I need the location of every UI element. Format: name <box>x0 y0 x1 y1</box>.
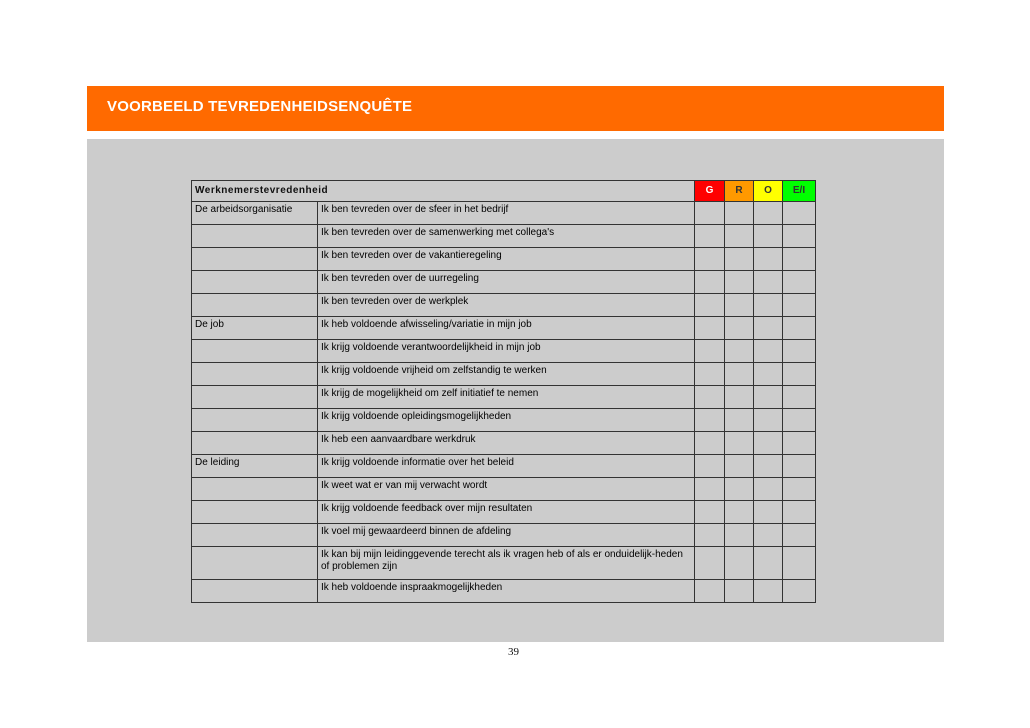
rating-cell-o[interactable] <box>754 317 783 340</box>
survey-table <box>191 180 816 603</box>
rating-cell-r[interactable] <box>725 547 754 580</box>
table-row <box>192 455 816 478</box>
rating-cell-ei[interactable] <box>783 340 816 363</box>
category-cell: De job <box>192 317 318 340</box>
rating-cell-ei[interactable] <box>783 547 816 580</box>
table-row <box>192 478 816 501</box>
rating-cell-r[interactable] <box>725 501 754 524</box>
rating-cell-o[interactable] <box>754 409 783 432</box>
rating-cell-r[interactable] <box>725 524 754 547</box>
table-row <box>192 580 816 603</box>
rating-cell-g[interactable] <box>695 547 725 580</box>
rating-cell-o[interactable] <box>754 294 783 317</box>
table-row <box>192 248 816 271</box>
rating-cell-o[interactable] <box>754 340 783 363</box>
table-row <box>192 386 816 409</box>
statement-cell: Ik krijg voldoende opleidingsmogelijkheden <box>318 409 695 432</box>
rating-cell-r[interactable] <box>725 340 754 363</box>
category-cell: De leiding <box>192 455 318 478</box>
statement-cell: Ik krijg voldoende informatie over het beleid <box>318 455 695 478</box>
rating-cell-g[interactable] <box>695 248 725 271</box>
statement-cell: Ik krijg voldoende vrijheid om zelfstandig te werken <box>318 363 695 386</box>
rating-cell-r[interactable] <box>725 363 754 386</box>
statement-cell: Ik ben tevreden over de sfeer in het bedrijf <box>318 202 695 225</box>
table-row <box>192 202 816 225</box>
rating-cell-o[interactable] <box>754 547 783 580</box>
rating-cell-r[interactable] <box>725 294 754 317</box>
rating-cell-r[interactable] <box>725 202 754 225</box>
rating-cell-o[interactable] <box>754 248 783 271</box>
table-title: Werknemerstevredenheid <box>192 181 695 202</box>
column-header-r: R <box>725 181 754 202</box>
rating-cell-o[interactable] <box>754 455 783 478</box>
category-cell <box>192 363 318 386</box>
statement-cell: Ik ben tevreden over de werkplek <box>318 294 695 317</box>
rating-cell-o[interactable] <box>754 580 783 603</box>
table-header-row <box>192 181 816 202</box>
rating-cell-ei[interactable] <box>783 501 816 524</box>
page-title: VOORBEELD TEVREDENHEIDSENQUÊTE <box>107 98 413 115</box>
statement-cell: Ik krijg de mogelijkheid om zelf initiatief te nemen <box>318 386 695 409</box>
rating-cell-o[interactable] <box>754 363 783 386</box>
rating-cell-g[interactable] <box>695 294 725 317</box>
table-row <box>192 432 816 455</box>
statement-cell: Ik kan bij mijn leidinggevende terecht als ik vragen heb of als er onduidelijk-heden of problemen zijn <box>318 547 695 580</box>
rating-cell-ei[interactable] <box>783 386 816 409</box>
statement-cell: Ik weet wat er van mij verwacht wordt <box>318 478 695 501</box>
table-row <box>192 317 816 340</box>
table-row <box>192 225 816 248</box>
rating-cell-g[interactable] <box>695 202 725 225</box>
statement-cell: Ik heb voldoende afwisseling/variatie in mijn job <box>318 317 695 340</box>
rating-cell-o[interactable] <box>754 202 783 225</box>
rating-cell-ei[interactable] <box>783 317 816 340</box>
rating-cell-ei[interactable] <box>783 363 816 386</box>
rating-cell-o[interactable] <box>754 432 783 455</box>
rating-cell-o[interactable] <box>754 501 783 524</box>
rating-cell-g[interactable] <box>695 432 725 455</box>
rating-cell-ei[interactable] <box>783 432 816 455</box>
table-row <box>192 363 816 386</box>
statement-cell: Ik heb een aanvaardbare werkdruk <box>318 432 695 455</box>
rating-cell-r[interactable] <box>725 432 754 455</box>
rating-cell-ei[interactable] <box>783 580 816 603</box>
rating-cell-r[interactable] <box>725 386 754 409</box>
column-header-ei: E/I <box>783 181 816 202</box>
rating-cell-o[interactable] <box>754 524 783 547</box>
rating-cell-g[interactable] <box>695 271 725 294</box>
statement-cell: Ik voel mij gewaardeerd binnen de afdeling <box>318 524 695 547</box>
category-cell <box>192 386 318 409</box>
rating-cell-g[interactable] <box>695 501 725 524</box>
rating-cell-g[interactable] <box>695 363 725 386</box>
table-row <box>192 501 816 524</box>
table-row <box>192 409 816 432</box>
table-row <box>192 294 816 317</box>
rating-cell-o[interactable] <box>754 225 783 248</box>
rating-cell-ei[interactable] <box>783 271 816 294</box>
statement-cell: Ik heb voldoende inspraakmogelijkheden <box>318 580 695 603</box>
rating-cell-r[interactable] <box>725 317 754 340</box>
statement-cell: Ik krijg voldoende verantwoordelijkheid in mijn job <box>318 340 695 363</box>
header-banner <box>87 86 944 131</box>
category-cell <box>192 432 318 455</box>
rating-cell-o[interactable] <box>754 478 783 501</box>
category-cell <box>192 294 318 317</box>
table-row <box>192 547 816 580</box>
rating-cell-g[interactable] <box>695 455 725 478</box>
rating-cell-ei[interactable] <box>783 455 816 478</box>
rating-cell-ei[interactable] <box>783 524 816 547</box>
rating-cell-g[interactable] <box>695 524 725 547</box>
rating-cell-g[interactable] <box>695 580 725 603</box>
category-cell <box>192 524 318 547</box>
rating-cell-r[interactable] <box>725 580 754 603</box>
rating-cell-ei[interactable] <box>783 409 816 432</box>
statement-cell: Ik krijg voldoende feedback over mijn resultaten <box>318 501 695 524</box>
category-cell <box>192 225 318 248</box>
rating-cell-g[interactable] <box>695 340 725 363</box>
category-cell <box>192 248 318 271</box>
column-header-g: G <box>695 181 725 202</box>
category-cell <box>192 501 318 524</box>
category-cell <box>192 340 318 363</box>
rating-cell-r[interactable] <box>725 409 754 432</box>
table-row <box>192 271 816 294</box>
statement-cell: Ik ben tevreden over de samenwerking met collega's <box>318 225 695 248</box>
statement-cell: Ik ben tevreden over de uurregeling <box>318 271 695 294</box>
rating-cell-o[interactable] <box>754 386 783 409</box>
table-row <box>192 340 816 363</box>
rating-cell-o[interactable] <box>754 271 783 294</box>
rating-cell-ei[interactable] <box>783 478 816 501</box>
category-cell <box>192 478 318 501</box>
rating-cell-ei[interactable] <box>783 202 816 225</box>
rating-cell-ei[interactable] <box>783 294 816 317</box>
rating-cell-g[interactable] <box>695 317 725 340</box>
rating-cell-r[interactable] <box>725 271 754 294</box>
rating-cell-ei[interactable] <box>783 248 816 271</box>
category-cell <box>192 580 318 603</box>
rating-cell-g[interactable] <box>695 409 725 432</box>
rating-cell-g[interactable] <box>695 225 725 248</box>
category-cell <box>192 409 318 432</box>
category-cell <box>192 271 318 294</box>
rating-cell-r[interactable] <box>725 455 754 478</box>
rating-cell-r[interactable] <box>725 225 754 248</box>
rating-cell-r[interactable] <box>725 248 754 271</box>
table-row <box>192 524 816 547</box>
category-cell: De arbeidsorganisatie <box>192 202 318 225</box>
category-cell <box>192 547 318 580</box>
rating-cell-g[interactable] <box>695 478 725 501</box>
page-number: 39 <box>508 646 519 658</box>
rating-cell-r[interactable] <box>725 478 754 501</box>
rating-cell-g[interactable] <box>695 386 725 409</box>
rating-cell-ei[interactable] <box>783 225 816 248</box>
statement-cell: Ik ben tevreden over de vakantieregeling <box>318 248 695 271</box>
column-header-o: O <box>754 181 783 202</box>
